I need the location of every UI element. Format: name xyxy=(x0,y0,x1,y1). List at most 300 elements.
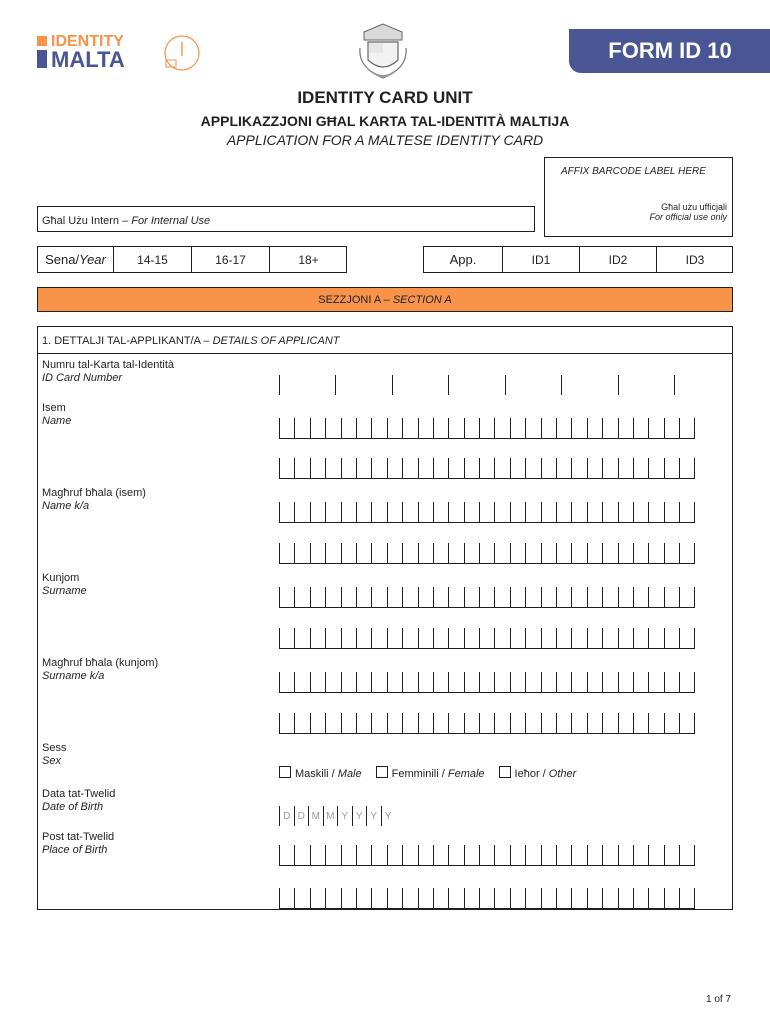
char-box[interactable] xyxy=(371,628,386,648)
char-box[interactable] xyxy=(294,587,309,607)
name-ka-input-line-1[interactable] xyxy=(279,502,695,523)
char-box[interactable] xyxy=(448,458,463,478)
name-input-line-1[interactable] xyxy=(279,418,695,439)
char-box[interactable] xyxy=(556,418,571,438)
char-box[interactable] xyxy=(341,543,356,563)
char-box[interactable] xyxy=(648,543,663,563)
dob-year-4[interactable]: Y xyxy=(381,806,396,826)
char-box[interactable] xyxy=(679,845,694,865)
char-box[interactable] xyxy=(418,628,433,648)
sex-option-other[interactable] xyxy=(499,766,577,780)
char-box[interactable] xyxy=(356,543,371,563)
char-box[interactable] xyxy=(510,458,525,478)
char-box[interactable] xyxy=(664,587,679,607)
char-box[interactable] xyxy=(325,587,340,607)
char-box[interactable] xyxy=(294,713,309,733)
char-box[interactable] xyxy=(525,713,540,733)
char-box[interactable] xyxy=(402,672,417,692)
char-box[interactable] xyxy=(448,888,463,908)
char-box[interactable] xyxy=(279,418,294,438)
char-box[interactable] xyxy=(448,543,463,563)
char-box[interactable] xyxy=(464,628,479,648)
char-box[interactable] xyxy=(418,587,433,607)
char-box[interactable] xyxy=(587,888,602,908)
char-box[interactable] xyxy=(418,418,433,438)
char-box[interactable] xyxy=(448,713,463,733)
other-checkbox[interactable] xyxy=(499,766,511,778)
char-box[interactable] xyxy=(325,888,340,908)
char-box[interactable] xyxy=(587,418,602,438)
char-box[interactable] xyxy=(310,672,325,692)
char-box[interactable] xyxy=(294,502,309,522)
char-box[interactable] xyxy=(541,458,556,478)
char-box[interactable] xyxy=(556,672,571,692)
char-box[interactable] xyxy=(556,458,571,478)
dob-day-2[interactable]: D xyxy=(294,806,309,826)
char-box[interactable] xyxy=(356,888,371,908)
char-box[interactable] xyxy=(494,418,509,438)
char-box[interactable] xyxy=(479,543,494,563)
char-box[interactable] xyxy=(371,502,386,522)
char-box[interactable] xyxy=(633,845,648,865)
char-box[interactable] xyxy=(510,672,525,692)
char-box[interactable] xyxy=(464,418,479,438)
char-box[interactable] xyxy=(571,458,586,478)
char-box[interactable] xyxy=(448,672,463,692)
char-box[interactable] xyxy=(402,628,417,648)
char-box[interactable] xyxy=(279,543,294,563)
surname-ka-input-line-1[interactable] xyxy=(279,672,695,693)
char-box[interactable] xyxy=(418,713,433,733)
barcode-label-box[interactable] xyxy=(544,157,733,237)
char-box[interactable] xyxy=(418,672,433,692)
name-ka-input-line-2[interactable] xyxy=(279,543,695,564)
sex-option-female[interactable] xyxy=(376,766,485,780)
char-box[interactable] xyxy=(341,672,356,692)
id1-cell[interactable]: ID1 xyxy=(502,247,579,272)
year-option-18-plus[interactable]: 18+ xyxy=(269,247,347,272)
char-box[interactable] xyxy=(433,713,448,733)
char-box[interactable] xyxy=(356,458,371,478)
char-box[interactable] xyxy=(371,672,386,692)
char-box[interactable] xyxy=(371,888,386,908)
char-box[interactable] xyxy=(541,713,556,733)
char-box[interactable] xyxy=(679,587,694,607)
char-box[interactable] xyxy=(510,502,525,522)
app-cell[interactable]: App. xyxy=(449,252,477,267)
male-checkbox[interactable] xyxy=(279,766,291,778)
char-box[interactable] xyxy=(387,587,402,607)
char-box[interactable] xyxy=(571,502,586,522)
char-box[interactable] xyxy=(418,502,433,522)
char-box[interactable] xyxy=(541,672,556,692)
char-box[interactable] xyxy=(571,587,586,607)
char-box[interactable] xyxy=(433,845,448,865)
char-box[interactable] xyxy=(648,672,663,692)
char-box[interactable] xyxy=(541,502,556,522)
char-box[interactable] xyxy=(664,543,679,563)
char-box[interactable] xyxy=(279,458,294,478)
char-box[interactable] xyxy=(310,888,325,908)
char-box[interactable] xyxy=(679,888,694,908)
char-box[interactable] xyxy=(341,502,356,522)
char-box[interactable] xyxy=(371,587,386,607)
char-box[interactable] xyxy=(341,713,356,733)
year-option-14-15[interactable]: 14-15 xyxy=(113,247,191,272)
char-box[interactable] xyxy=(618,845,633,865)
char-box[interactable] xyxy=(494,888,509,908)
char-box[interactable] xyxy=(494,587,509,607)
place-of-birth-input-line-1[interactable] xyxy=(279,845,695,866)
char-box[interactable] xyxy=(541,543,556,563)
char-box[interactable] xyxy=(479,628,494,648)
char-box[interactable] xyxy=(448,502,463,522)
char-box[interactable] xyxy=(310,458,325,478)
char-box[interactable] xyxy=(387,628,402,648)
char-box[interactable] xyxy=(418,888,433,908)
char-box[interactable] xyxy=(325,845,340,865)
char-box[interactable] xyxy=(479,418,494,438)
char-box[interactable] xyxy=(510,888,525,908)
char-box[interactable] xyxy=(418,458,433,478)
char-box[interactable] xyxy=(294,672,309,692)
char-box[interactable] xyxy=(664,888,679,908)
char-box[interactable] xyxy=(679,543,694,563)
char-box[interactable] xyxy=(618,713,633,733)
char-box[interactable] xyxy=(571,628,586,648)
char-box[interactable] xyxy=(525,672,540,692)
char-box[interactable] xyxy=(279,845,294,865)
char-box[interactable] xyxy=(402,845,417,865)
char-box[interactable] xyxy=(387,888,402,908)
char-box[interactable] xyxy=(402,888,417,908)
surname-input-line-1[interactable] xyxy=(279,587,695,608)
char-box[interactable] xyxy=(464,458,479,478)
char-box[interactable] xyxy=(541,587,556,607)
char-box[interactable] xyxy=(633,888,648,908)
char-box[interactable] xyxy=(341,587,356,607)
char-box[interactable] xyxy=(356,587,371,607)
char-box[interactable] xyxy=(648,713,663,733)
char-box[interactable] xyxy=(294,543,309,563)
char-box[interactable] xyxy=(571,418,586,438)
char-box[interactable] xyxy=(402,418,417,438)
char-box[interactable] xyxy=(525,587,540,607)
char-box[interactable] xyxy=(433,628,448,648)
char-box[interactable] xyxy=(310,502,325,522)
char-box[interactable] xyxy=(679,418,694,438)
char-box[interactable] xyxy=(310,587,325,607)
char-box[interactable] xyxy=(556,543,571,563)
id2-cell[interactable]: ID2 xyxy=(579,247,656,272)
char-box[interactable] xyxy=(556,502,571,522)
char-box[interactable] xyxy=(556,587,571,607)
dob-year-2[interactable]: Y xyxy=(352,806,367,826)
char-box[interactable] xyxy=(356,672,371,692)
char-box[interactable] xyxy=(279,888,294,908)
char-box[interactable] xyxy=(571,672,586,692)
char-box[interactable] xyxy=(602,713,617,733)
surname-ka-input-line-2[interactable] xyxy=(279,713,695,734)
char-box[interactable] xyxy=(633,543,648,563)
char-box[interactable] xyxy=(387,672,402,692)
char-box[interactable] xyxy=(648,845,663,865)
char-box[interactable] xyxy=(618,418,633,438)
place-of-birth-input-line-2[interactable] xyxy=(279,888,695,909)
char-box[interactable] xyxy=(279,713,294,733)
char-box[interactable] xyxy=(679,672,694,692)
char-box[interactable] xyxy=(648,458,663,478)
dob-year-3[interactable]: Y xyxy=(366,806,381,826)
char-box[interactable] xyxy=(294,418,309,438)
char-box[interactable] xyxy=(387,845,402,865)
char-box[interactable] xyxy=(648,587,663,607)
char-box[interactable] xyxy=(371,845,386,865)
char-box[interactable] xyxy=(433,672,448,692)
char-box[interactable] xyxy=(664,672,679,692)
char-box[interactable] xyxy=(571,845,586,865)
char-box[interactable] xyxy=(618,672,633,692)
char-box[interactable] xyxy=(433,458,448,478)
char-box[interactable] xyxy=(571,543,586,563)
dob-month-2[interactable]: M xyxy=(323,806,338,826)
char-box[interactable] xyxy=(510,628,525,648)
char-box[interactable] xyxy=(294,458,309,478)
char-box[interactable] xyxy=(294,628,309,648)
char-box[interactable] xyxy=(494,543,509,563)
char-box[interactable] xyxy=(479,672,494,692)
char-box[interactable] xyxy=(633,587,648,607)
char-box[interactable] xyxy=(402,502,417,522)
char-box[interactable] xyxy=(479,458,494,478)
char-box[interactable] xyxy=(541,628,556,648)
char-box[interactable] xyxy=(602,628,617,648)
char-box[interactable] xyxy=(494,628,509,648)
char-box[interactable] xyxy=(587,543,602,563)
char-box[interactable] xyxy=(494,672,509,692)
char-box[interactable] xyxy=(356,628,371,648)
char-box[interactable] xyxy=(602,543,617,563)
char-box[interactable] xyxy=(464,672,479,692)
char-box[interactable] xyxy=(602,418,617,438)
char-box[interactable] xyxy=(325,458,340,478)
char-box[interactable] xyxy=(525,888,540,908)
char-box[interactable] xyxy=(648,502,663,522)
char-box[interactable] xyxy=(633,418,648,438)
char-box[interactable] xyxy=(325,502,340,522)
char-box[interactable] xyxy=(341,628,356,648)
char-box[interactable] xyxy=(541,845,556,865)
char-box[interactable] xyxy=(602,888,617,908)
char-box[interactable] xyxy=(648,888,663,908)
internal-use-field[interactable] xyxy=(37,206,535,232)
char-box[interactable] xyxy=(541,888,556,908)
char-box[interactable] xyxy=(402,587,417,607)
char-box[interactable] xyxy=(325,628,340,648)
char-box[interactable] xyxy=(356,713,371,733)
char-box[interactable] xyxy=(479,502,494,522)
char-box[interactable] xyxy=(325,543,340,563)
char-box[interactable] xyxy=(525,543,540,563)
char-box[interactable] xyxy=(633,628,648,648)
char-box[interactable] xyxy=(433,502,448,522)
char-box[interactable] xyxy=(602,458,617,478)
char-box[interactable] xyxy=(310,418,325,438)
char-box[interactable] xyxy=(571,888,586,908)
char-box[interactable] xyxy=(618,502,633,522)
char-box[interactable] xyxy=(602,587,617,607)
char-box[interactable] xyxy=(418,543,433,563)
female-checkbox[interactable] xyxy=(376,766,388,778)
char-box[interactable] xyxy=(664,458,679,478)
char-box[interactable] xyxy=(279,502,294,522)
char-box[interactable] xyxy=(433,888,448,908)
char-box[interactable] xyxy=(448,418,463,438)
char-box[interactable] xyxy=(571,713,586,733)
char-box[interactable] xyxy=(356,418,371,438)
char-box[interactable] xyxy=(310,543,325,563)
char-box[interactable] xyxy=(325,418,340,438)
year-option-16-17[interactable]: 16-17 xyxy=(191,247,269,272)
char-box[interactable] xyxy=(618,458,633,478)
char-box[interactable] xyxy=(448,628,463,648)
char-box[interactable] xyxy=(602,502,617,522)
char-box[interactable] xyxy=(464,587,479,607)
char-box[interactable] xyxy=(633,713,648,733)
char-box[interactable] xyxy=(494,458,509,478)
char-box[interactable] xyxy=(494,845,509,865)
char-box[interactable] xyxy=(387,713,402,733)
char-box[interactable] xyxy=(587,502,602,522)
char-box[interactable] xyxy=(433,543,448,563)
char-box[interactable] xyxy=(587,628,602,648)
char-box[interactable] xyxy=(633,502,648,522)
char-box[interactable] xyxy=(464,502,479,522)
char-box[interactable] xyxy=(664,418,679,438)
char-box[interactable] xyxy=(679,713,694,733)
char-box[interactable] xyxy=(510,587,525,607)
dob-year-1[interactable]: Y xyxy=(337,806,352,826)
char-box[interactable] xyxy=(556,628,571,648)
char-box[interactable] xyxy=(479,587,494,607)
char-box[interactable] xyxy=(356,502,371,522)
char-box[interactable] xyxy=(371,418,386,438)
char-box[interactable] xyxy=(479,713,494,733)
id-card-number-input[interactable] xyxy=(279,375,703,395)
char-box[interactable] xyxy=(464,888,479,908)
char-box[interactable] xyxy=(464,713,479,733)
char-box[interactable] xyxy=(664,502,679,522)
char-box[interactable] xyxy=(587,713,602,733)
char-box[interactable] xyxy=(633,458,648,478)
char-box[interactable] xyxy=(310,628,325,648)
char-box[interactable] xyxy=(279,628,294,648)
char-box[interactable] xyxy=(341,458,356,478)
char-box[interactable] xyxy=(679,458,694,478)
char-box[interactable] xyxy=(371,713,386,733)
char-box[interactable] xyxy=(371,458,386,478)
char-box[interactable] xyxy=(618,587,633,607)
char-box[interactable] xyxy=(510,845,525,865)
id3-cell[interactable]: ID3 xyxy=(656,247,733,272)
char-box[interactable] xyxy=(402,543,417,563)
char-box[interactable] xyxy=(387,418,402,438)
char-box[interactable] xyxy=(387,502,402,522)
char-box[interactable] xyxy=(402,713,417,733)
char-box[interactable] xyxy=(556,888,571,908)
char-box[interactable] xyxy=(479,845,494,865)
char-box[interactable] xyxy=(310,845,325,865)
char-box[interactable] xyxy=(525,628,540,648)
char-box[interactable] xyxy=(525,458,540,478)
char-box[interactable] xyxy=(541,418,556,438)
char-box[interactable] xyxy=(602,672,617,692)
char-box[interactable] xyxy=(387,458,402,478)
name-input-line-2[interactable] xyxy=(279,458,695,479)
char-box[interactable] xyxy=(618,888,633,908)
char-box[interactable] xyxy=(633,672,648,692)
char-box[interactable] xyxy=(618,628,633,648)
char-box[interactable] xyxy=(587,458,602,478)
char-box[interactable] xyxy=(525,418,540,438)
char-box[interactable] xyxy=(310,713,325,733)
char-box[interactable] xyxy=(587,845,602,865)
char-box[interactable] xyxy=(448,845,463,865)
char-box[interactable] xyxy=(325,713,340,733)
char-box[interactable] xyxy=(418,845,433,865)
sex-option-male[interactable] xyxy=(279,766,362,780)
char-box[interactable] xyxy=(664,628,679,648)
char-box[interactable] xyxy=(510,418,525,438)
char-box[interactable] xyxy=(525,845,540,865)
char-box[interactable] xyxy=(464,543,479,563)
char-box[interactable] xyxy=(494,713,509,733)
surname-input-line-2[interactable] xyxy=(279,628,695,649)
date-of-birth-input[interactable] xyxy=(279,806,395,826)
char-box[interactable] xyxy=(325,672,340,692)
char-box[interactable] xyxy=(556,713,571,733)
char-box[interactable] xyxy=(510,543,525,563)
char-box[interactable] xyxy=(648,628,663,648)
char-box[interactable] xyxy=(433,418,448,438)
char-box[interactable] xyxy=(587,672,602,692)
char-box[interactable] xyxy=(664,845,679,865)
char-box[interactable] xyxy=(279,587,294,607)
char-box[interactable] xyxy=(464,845,479,865)
char-box[interactable] xyxy=(294,888,309,908)
dob-day-1[interactable]: D xyxy=(279,806,294,826)
char-box[interactable] xyxy=(479,888,494,908)
char-box[interactable] xyxy=(341,418,356,438)
char-box[interactable] xyxy=(341,888,356,908)
char-box[interactable] xyxy=(341,845,356,865)
char-box[interactable] xyxy=(494,502,509,522)
dob-month-1[interactable]: M xyxy=(308,806,323,826)
char-box[interactable] xyxy=(587,587,602,607)
char-box[interactable] xyxy=(510,713,525,733)
char-box[interactable] xyxy=(279,672,294,692)
char-box[interactable] xyxy=(448,587,463,607)
char-box[interactable] xyxy=(387,543,402,563)
char-box[interactable] xyxy=(402,458,417,478)
char-box[interactable] xyxy=(356,845,371,865)
char-box[interactable] xyxy=(433,587,448,607)
char-box[interactable] xyxy=(294,845,309,865)
char-box[interactable] xyxy=(556,845,571,865)
char-box[interactable] xyxy=(679,502,694,522)
char-box[interactable] xyxy=(525,502,540,522)
char-box[interactable] xyxy=(602,845,617,865)
